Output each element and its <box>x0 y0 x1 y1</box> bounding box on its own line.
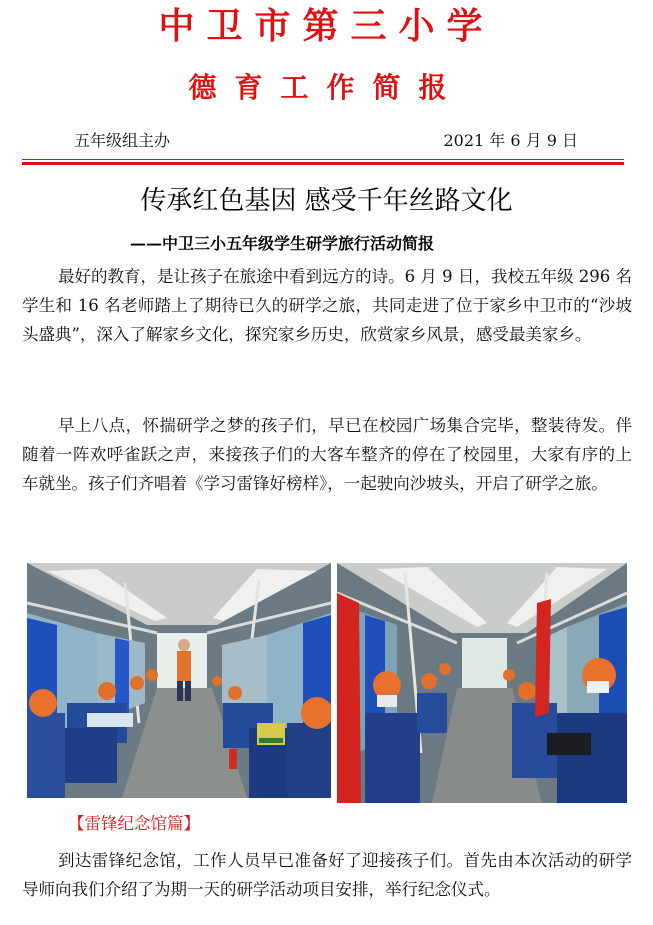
paragraph-intro: 最好的教育，是让孩子在旅途中看到远方的诗。6 月 9 日，我校五年级 296 名学生和 16 名老师踏上了期待已久的研学之旅，共同走进了位于家乡中卫市的“沙坡头盛典”，深入了解家乡文化，探究家乡历史，欣赏家乡风景，感受最美家乡。 <box>22 267 632 344</box>
organizer-label: 五年级组主办 <box>74 131 171 150</box>
bus-interior-photo-left <box>27 563 331 798</box>
issue-date: 2021 年 6 月 9 日 <box>443 131 578 150</box>
header-divider-thick <box>22 162 624 165</box>
paragraph-departure: 早上八点，怀揣研学之梦的孩子们，早已在校园广场集合完毕，整装待发。伴随着一阵欢呼雀跃之声，来接孩子们的大客车整齐的停在了校园里，大家有序的上车就坐。孩子们齐唱着《学习雷锋好榜样》，一起驶向沙坡头，开启了研学之旅。 <box>22 416 632 493</box>
bulletin-name: 德育工作简报 <box>188 71 465 104</box>
header-divider-thin <box>22 159 624 160</box>
paragraph-memorial: 到达雷锋纪念馆，工作人员早已准备好了迎接孩子们。首先由本次活动的研学导师向我们介绍了为期一天的研学活动项目安排，举行纪念仪式。 <box>22 851 632 899</box>
school-name: 中卫市第三小学 <box>158 5 495 47</box>
article-title: 传承红色基因 感受千年丝路文化 <box>140 186 513 216</box>
section-header: 【雷锋纪念馆篇】 <box>68 814 200 833</box>
article-subtitle: ——中卫三小五年级学生研学旅行活动简报 <box>130 234 435 253</box>
bus-interior-photo-right <box>337 563 627 803</box>
